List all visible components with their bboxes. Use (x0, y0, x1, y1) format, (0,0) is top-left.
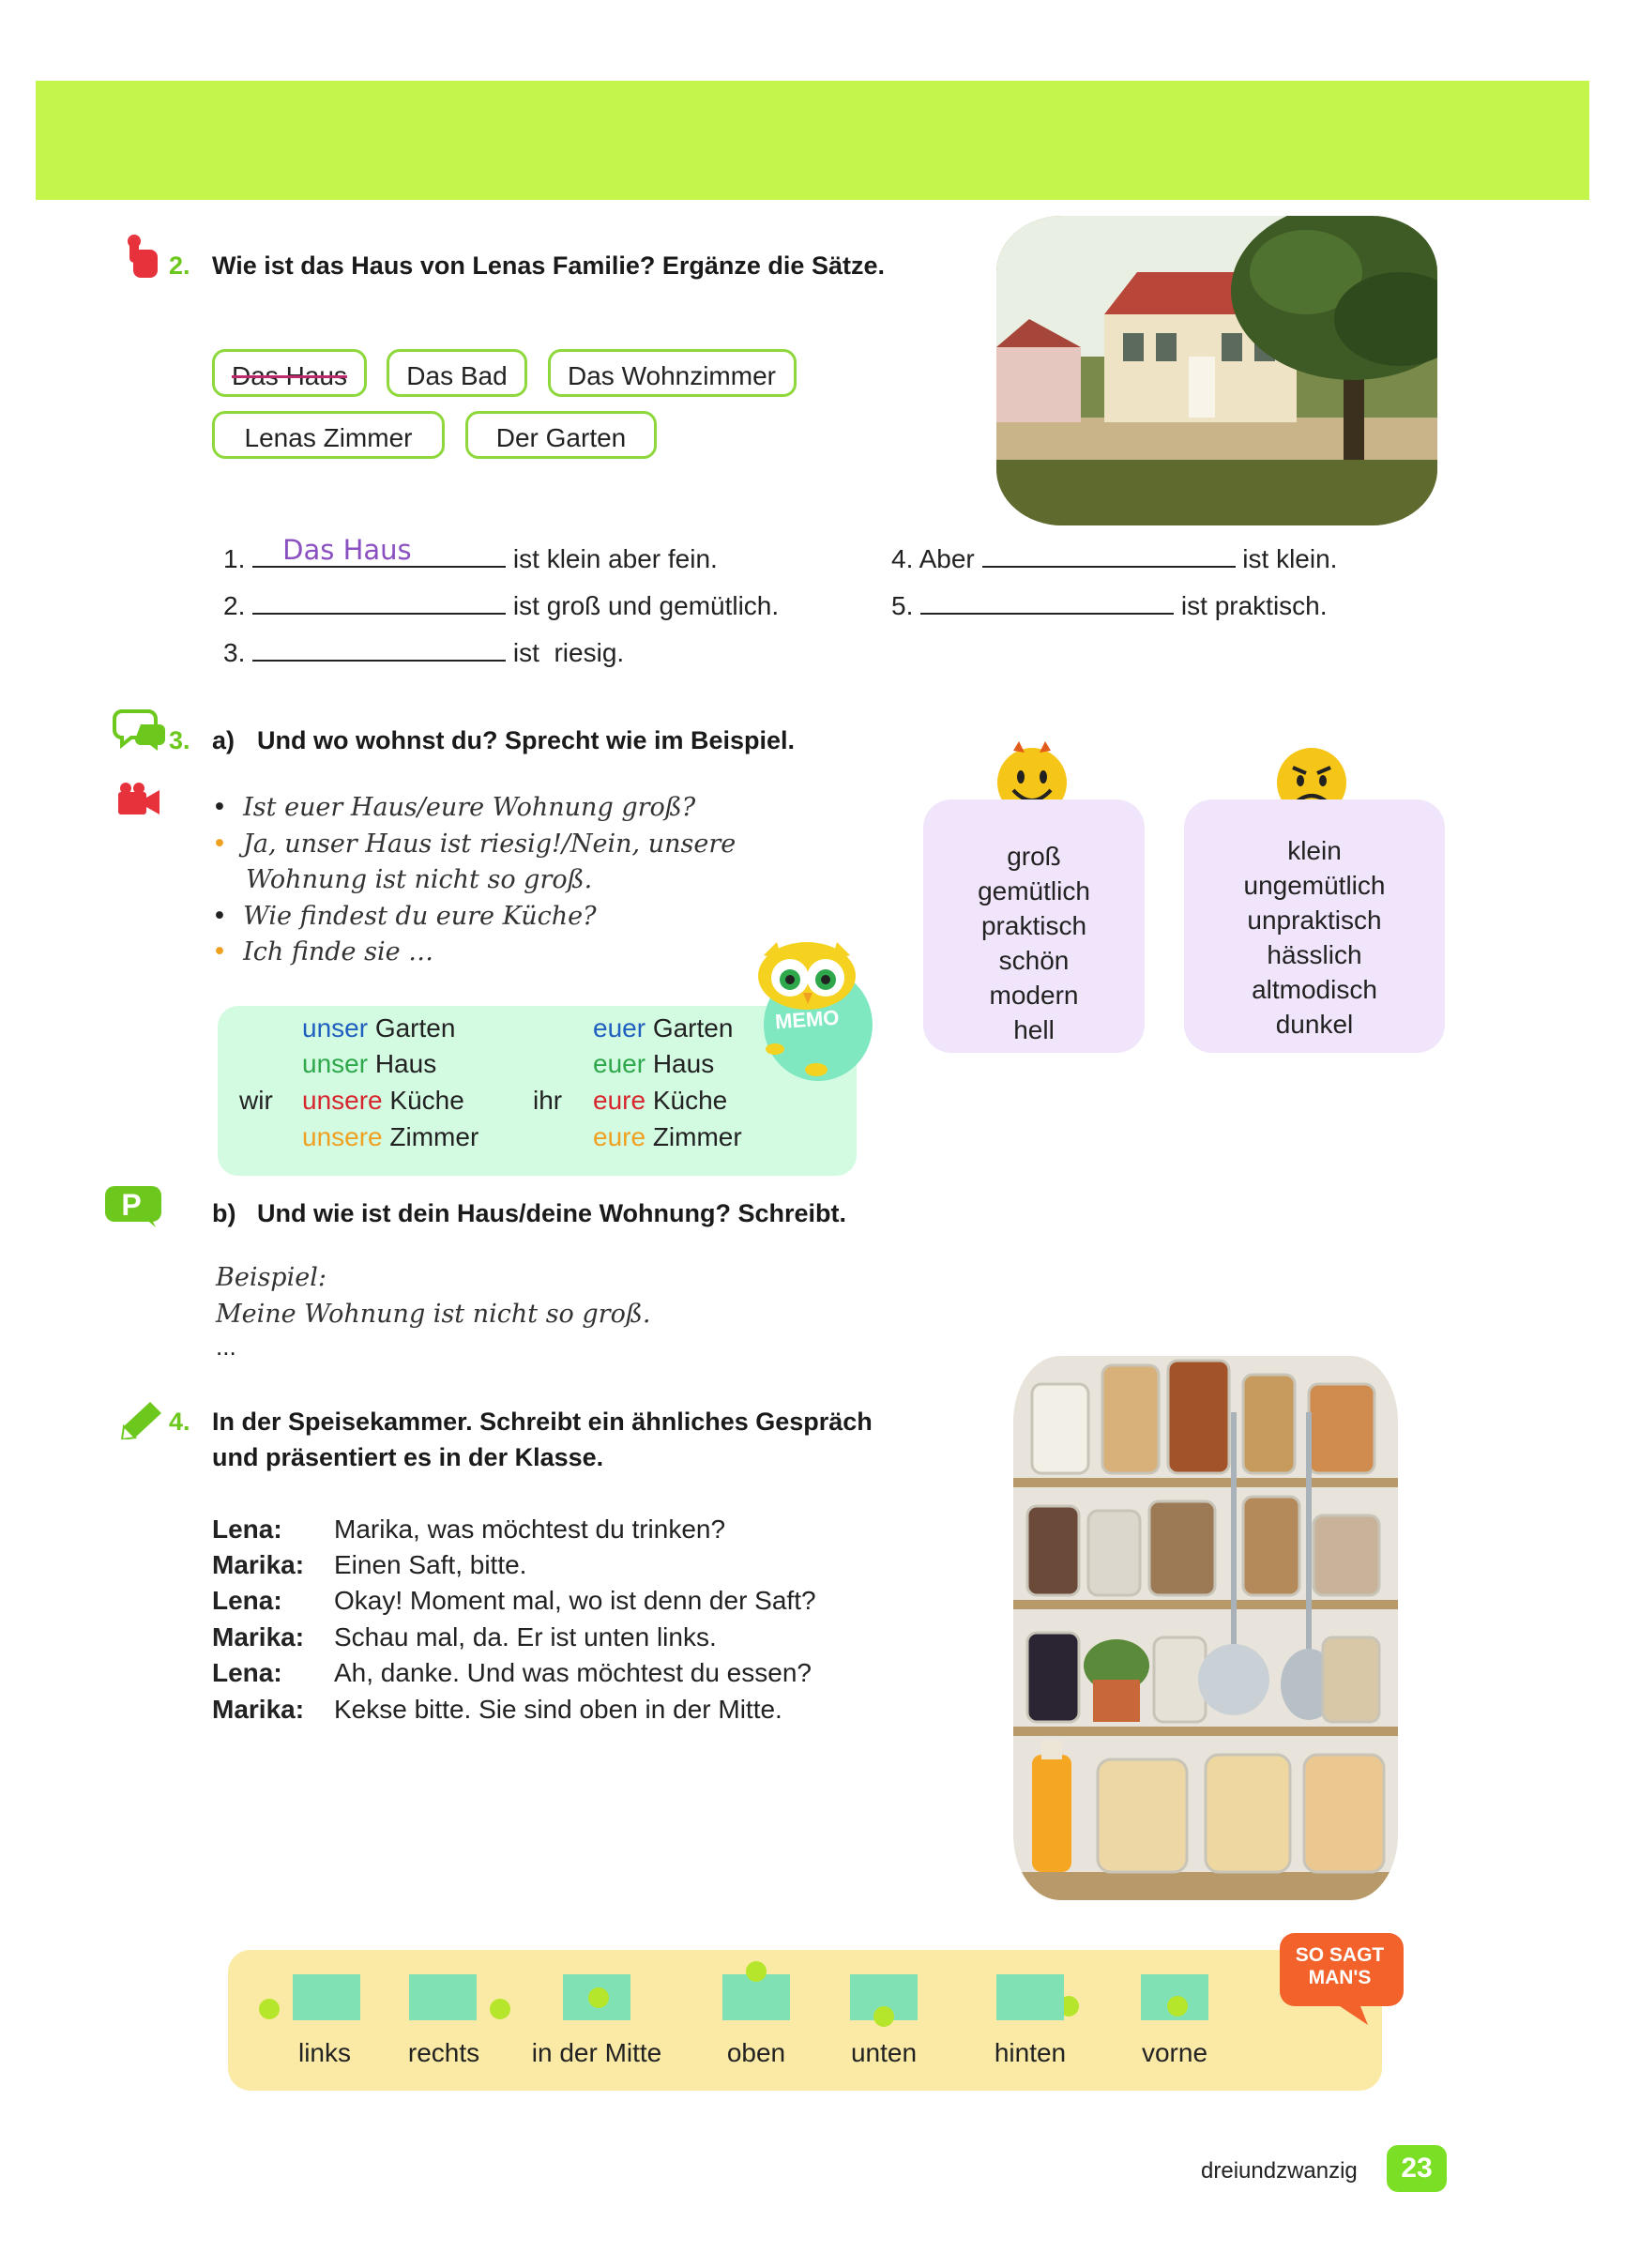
memo-unser-haus: unser Haus (302, 1049, 437, 1078)
word-bank-das-wohnzimmer[interactable]: Das Wohnzimmer (548, 349, 797, 397)
so-sagt-mans-badge: SO SAGT MAN'S (1295, 1944, 1385, 1988)
pantry-photo (1013, 1356, 1398, 1900)
pointing-hand-icon (120, 235, 165, 283)
dialog-line-2-cont: Wohnung ist nicht so groß. (246, 865, 593, 894)
exercise-4-number: 4. (169, 1408, 190, 1436)
prep-dot-oben (746, 1961, 767, 1982)
video-camera-icon (116, 781, 161, 816)
dialog-line-4: • Ich finde sie … (212, 937, 434, 967)
prep-square-hinten (996, 1974, 1064, 2020)
prep-label-vorne: vorne (1141, 2038, 1208, 2067)
answer-blank-1[interactable] (252, 534, 506, 568)
dialog-line-2: • Ja, unser Haus ist riesig!/Nein, unsere (212, 830, 737, 859)
portfolio-p-icon (103, 1184, 165, 1229)
word-bank-das-haus[interactable]: Das Haus (212, 349, 367, 397)
memo-eure-zimmer: eure Zimmer (593, 1122, 742, 1151)
top-banner (36, 81, 1589, 200)
memo-eure-kueche: eure Küche (593, 1086, 728, 1115)
memo-euer-garten: euer Garten (593, 1013, 734, 1043)
answer-blank-4[interactable] (982, 547, 1236, 568)
dialog-line-1: • Ist euer Haus/eure Wohnung groß? (212, 793, 696, 822)
dialog-row: Marika: Schau mal, da. Er ist unten links. (212, 1622, 717, 1652)
answer-blank-3[interactable] (252, 641, 506, 662)
word-bank-das-bad[interactable]: Das Bad (387, 349, 527, 397)
memo-unsere-kueche: unsere Küche (302, 1086, 464, 1115)
page-number-word: dreiundzwanzig (1201, 2158, 1358, 2184)
sentence-1: 1. Das Haus ist klein aber fein. (223, 534, 718, 573)
exercise-2-number: 2. (169, 251, 190, 280)
prep-square-rechts (409, 1974, 477, 2020)
pencil-icon (116, 1398, 167, 1439)
prep-dot-mitte (588, 1987, 609, 2008)
house-photo (996, 216, 1437, 525)
memo-euer-haus: euer Haus (593, 1049, 715, 1078)
dialog-row: Lena: Ah, danke. Und was möchtest du essen? (212, 1658, 812, 1687)
answer-blank-2[interactable] (252, 594, 506, 615)
exercise-4-title-line1: In der Speisekammer. Schreibt ein ähnliches Gespräch (212, 1408, 873, 1436)
speech-bubbles-icon (113, 706, 167, 753)
prep-label-rechts: rechts (407, 2038, 480, 2067)
exercise-3a-label: a) (212, 726, 235, 754)
exercise-3a-title: Und wo wohnst du? Sprecht wie im Beispiel. (257, 726, 796, 754)
memo-unsere-zimmer: unsere Zimmer (302, 1122, 479, 1151)
example-more: ... (216, 1332, 236, 1361)
example-label: Beispiel: (216, 1263, 327, 1292)
word-bank-der-garten[interactable]: Der Garten (465, 411, 657, 459)
exercise-3b-title: Und wie ist dein Haus/deine Wohnung? Schreibt. (257, 1199, 847, 1227)
dialog-row: Marika: Einen Saft, bitte. (212, 1550, 527, 1579)
dialog-line-3: • Wie findest du eure Küche? (212, 902, 597, 931)
answer-1-handwriting: Das Haus (282, 534, 412, 566)
sentence-5: 5. ist praktisch. (891, 591, 1328, 620)
prep-dot-rechts (490, 1999, 510, 2019)
exercise-3b-label: b) (212, 1199, 236, 1227)
page-number-badge: 23 (1387, 2145, 1447, 2192)
prep-label-oben: oben (726, 2038, 786, 2067)
dialog-row: Marika: Kekse bitte. Sie sind oben in der Mitte. (212, 1695, 782, 1724)
dialog-row: Lena: Marika, was möchtest du trinken? (212, 1515, 726, 1544)
prep-dot-links (259, 1999, 280, 2019)
prep-label-unten: unten (850, 2038, 918, 2067)
prep-label-hinten: hinten (994, 2038, 1067, 2067)
exercise-4-title-line2: und präsentiert es in der Klasse. (212, 1443, 604, 1471)
word-bank-lenas-zimmer[interactable]: Lenas Zimmer (212, 411, 445, 459)
prepositions-bar (228, 1950, 1382, 2091)
memo-badge-label: MEMO (774, 1005, 841, 1034)
example-text: Meine Wohnung ist nicht so groß. (216, 1300, 651, 1329)
sentence-2: 2. ist groß und gemütlich. (223, 591, 780, 620)
memo-ihr: ihr (533, 1086, 563, 1115)
dialog-row: Lena: Okay! Moment mal, wo ist denn der Saft? (212, 1586, 816, 1615)
memo-wir: wir (239, 1086, 273, 1115)
exercise-2-title: Wie ist das Haus von Lenas Familie? Ergänze die Sätze. (212, 251, 885, 280)
sentence-3: 3. ist riesig. (223, 638, 625, 667)
prep-square-links (293, 1974, 360, 2020)
sentence-4: 4. Aber ist klein. (891, 544, 1338, 573)
answer-blank-5[interactable] (920, 594, 1174, 615)
prep-label-links: links (297, 2038, 351, 2067)
negative-adjectives-card: klein ungemütlich unpraktisch hässlich altmodisch dunkel (1184, 799, 1445, 1053)
prep-label-mitte: in der Mitte (531, 2038, 662, 2067)
prep-dot-vorne (1167, 1996, 1188, 2017)
exercise-3-number: 3. (169, 726, 190, 754)
memo-unser-garten: unser Garten (302, 1013, 456, 1043)
prep-dot-unten (873, 2006, 894, 2027)
svg-text:P: P (121, 1188, 142, 1222)
positive-adjectives-card: groß gemütlich praktisch schön modern hell (923, 799, 1145, 1053)
